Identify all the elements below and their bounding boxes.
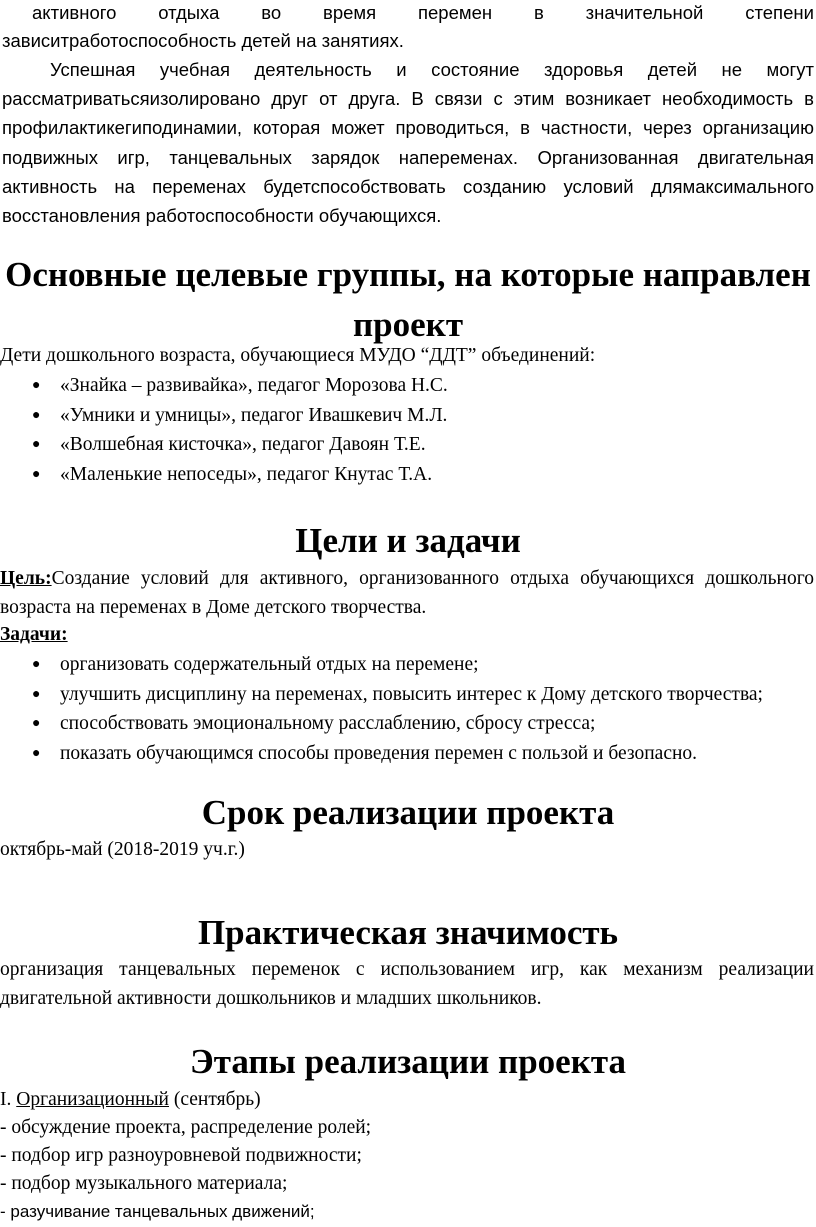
stage-name: Организационный [16,1089,169,1110]
list-item: ● «Маленькие непоседы», педагог Кнутас Т.А. [0,460,448,490]
bullet-icon: ● [32,716,41,731]
tasks-label: Задачи: [0,624,68,645]
word: в [533,2,544,23]
tasks-list [0,650,763,768]
section-heading: Срок реализации проекта [201,793,615,832]
list-item: ● «Умники и умницы», педагог Ивашкевич М.Л. [0,401,448,431]
word: во [261,2,282,23]
text-line [32,0,814,26]
list-item: ● показать обучающимся способы проведения перемен с пользой и безопасно. [0,739,763,769]
paragraph: Дети дошкольного возраста, обучающиеся МУДО “ДДТ” объединений: [0,345,596,366]
paragraph: организация танцевальных переменок с использованием игр, как механизм реализации двигательной активности дошкольников и младших школьников. [0,959,814,1010]
goal-text: Создание условий для активного, организованного отдыха обучающихся дошкольного возраста на переменах в Доме детского творчества. [0,568,814,619]
stage-period: (сентябрь) [173,1089,261,1110]
paragraph: октябрь-май (2018-2019 уч.г.) [0,839,245,860]
target-group-list [0,371,448,489]
word: перемен [418,2,493,23]
bullet-icon: ● [32,407,41,423]
word: значительной [585,2,704,23]
list-item: ● организовать содержательный отдых на перемене; [0,650,763,680]
stage-title [0,1087,814,1113]
stage-item: - обсуждение проекта, распределение ролей; [0,1117,372,1138]
bullet-icon: ● [32,378,41,393]
list-item: ● способствовать эмоциональному расслаблению, сбросу стресса; [0,709,763,739]
section-heading: Основные целевые группы, на которые направлен проект [5,255,811,344]
text-line: зависитработоспособность детей на занятиях. [2,30,404,51]
stage-item: - подбор музыкального материала; [0,1173,288,1194]
bullet-icon: ● [32,437,41,452]
bullet-icon: ● [32,686,41,702]
bullet-icon: ● [32,745,41,761]
word: степени [745,2,814,23]
word: время [323,2,377,23]
goal-label: Цель: [0,568,52,589]
goal-paragraph [0,564,814,622]
list-item: ● «Волшебная кисточка», педагог Давоян Т.Е. [0,430,448,460]
word: отдыха [158,2,220,23]
stage-number: I. [0,1089,12,1110]
list-item: ● улучшить дисциплину на переменах, повысить интерес к Дому детского творчества; [0,680,763,710]
section-heading: Этапы реализации проекта [189,1042,626,1081]
list-item: ● «Знайка – развивайка», педагог Морозова Н.С. [0,371,448,401]
section-heading: Практическая значимость [197,913,619,952]
paragraph: Успешная учебная деятельность и состояние здоровья детей не могут рассматриватьсяизолировано друг от друга. В связи с этим возникает необходимость в профилактикегиподинамии, которая может проводиться, в частности, через организацию подвижных игр, танцевальных зарядок напеременах. Организованная двигательная активность на переменах будетспособствовать созданию условий длямаксимального восстановления работоспособности обучающихся. [2,59,814,227]
stage-item: - разучивание танцевальных движений; [0,1202,315,1221]
word: активного [32,2,117,23]
bullet-icon: ● [32,466,41,482]
stage-item: - подбор игр разноуровневой подвижности; [0,1145,362,1166]
section-heading: Цели и задачи [295,521,521,560]
bullet-icon: ● [32,657,41,672]
